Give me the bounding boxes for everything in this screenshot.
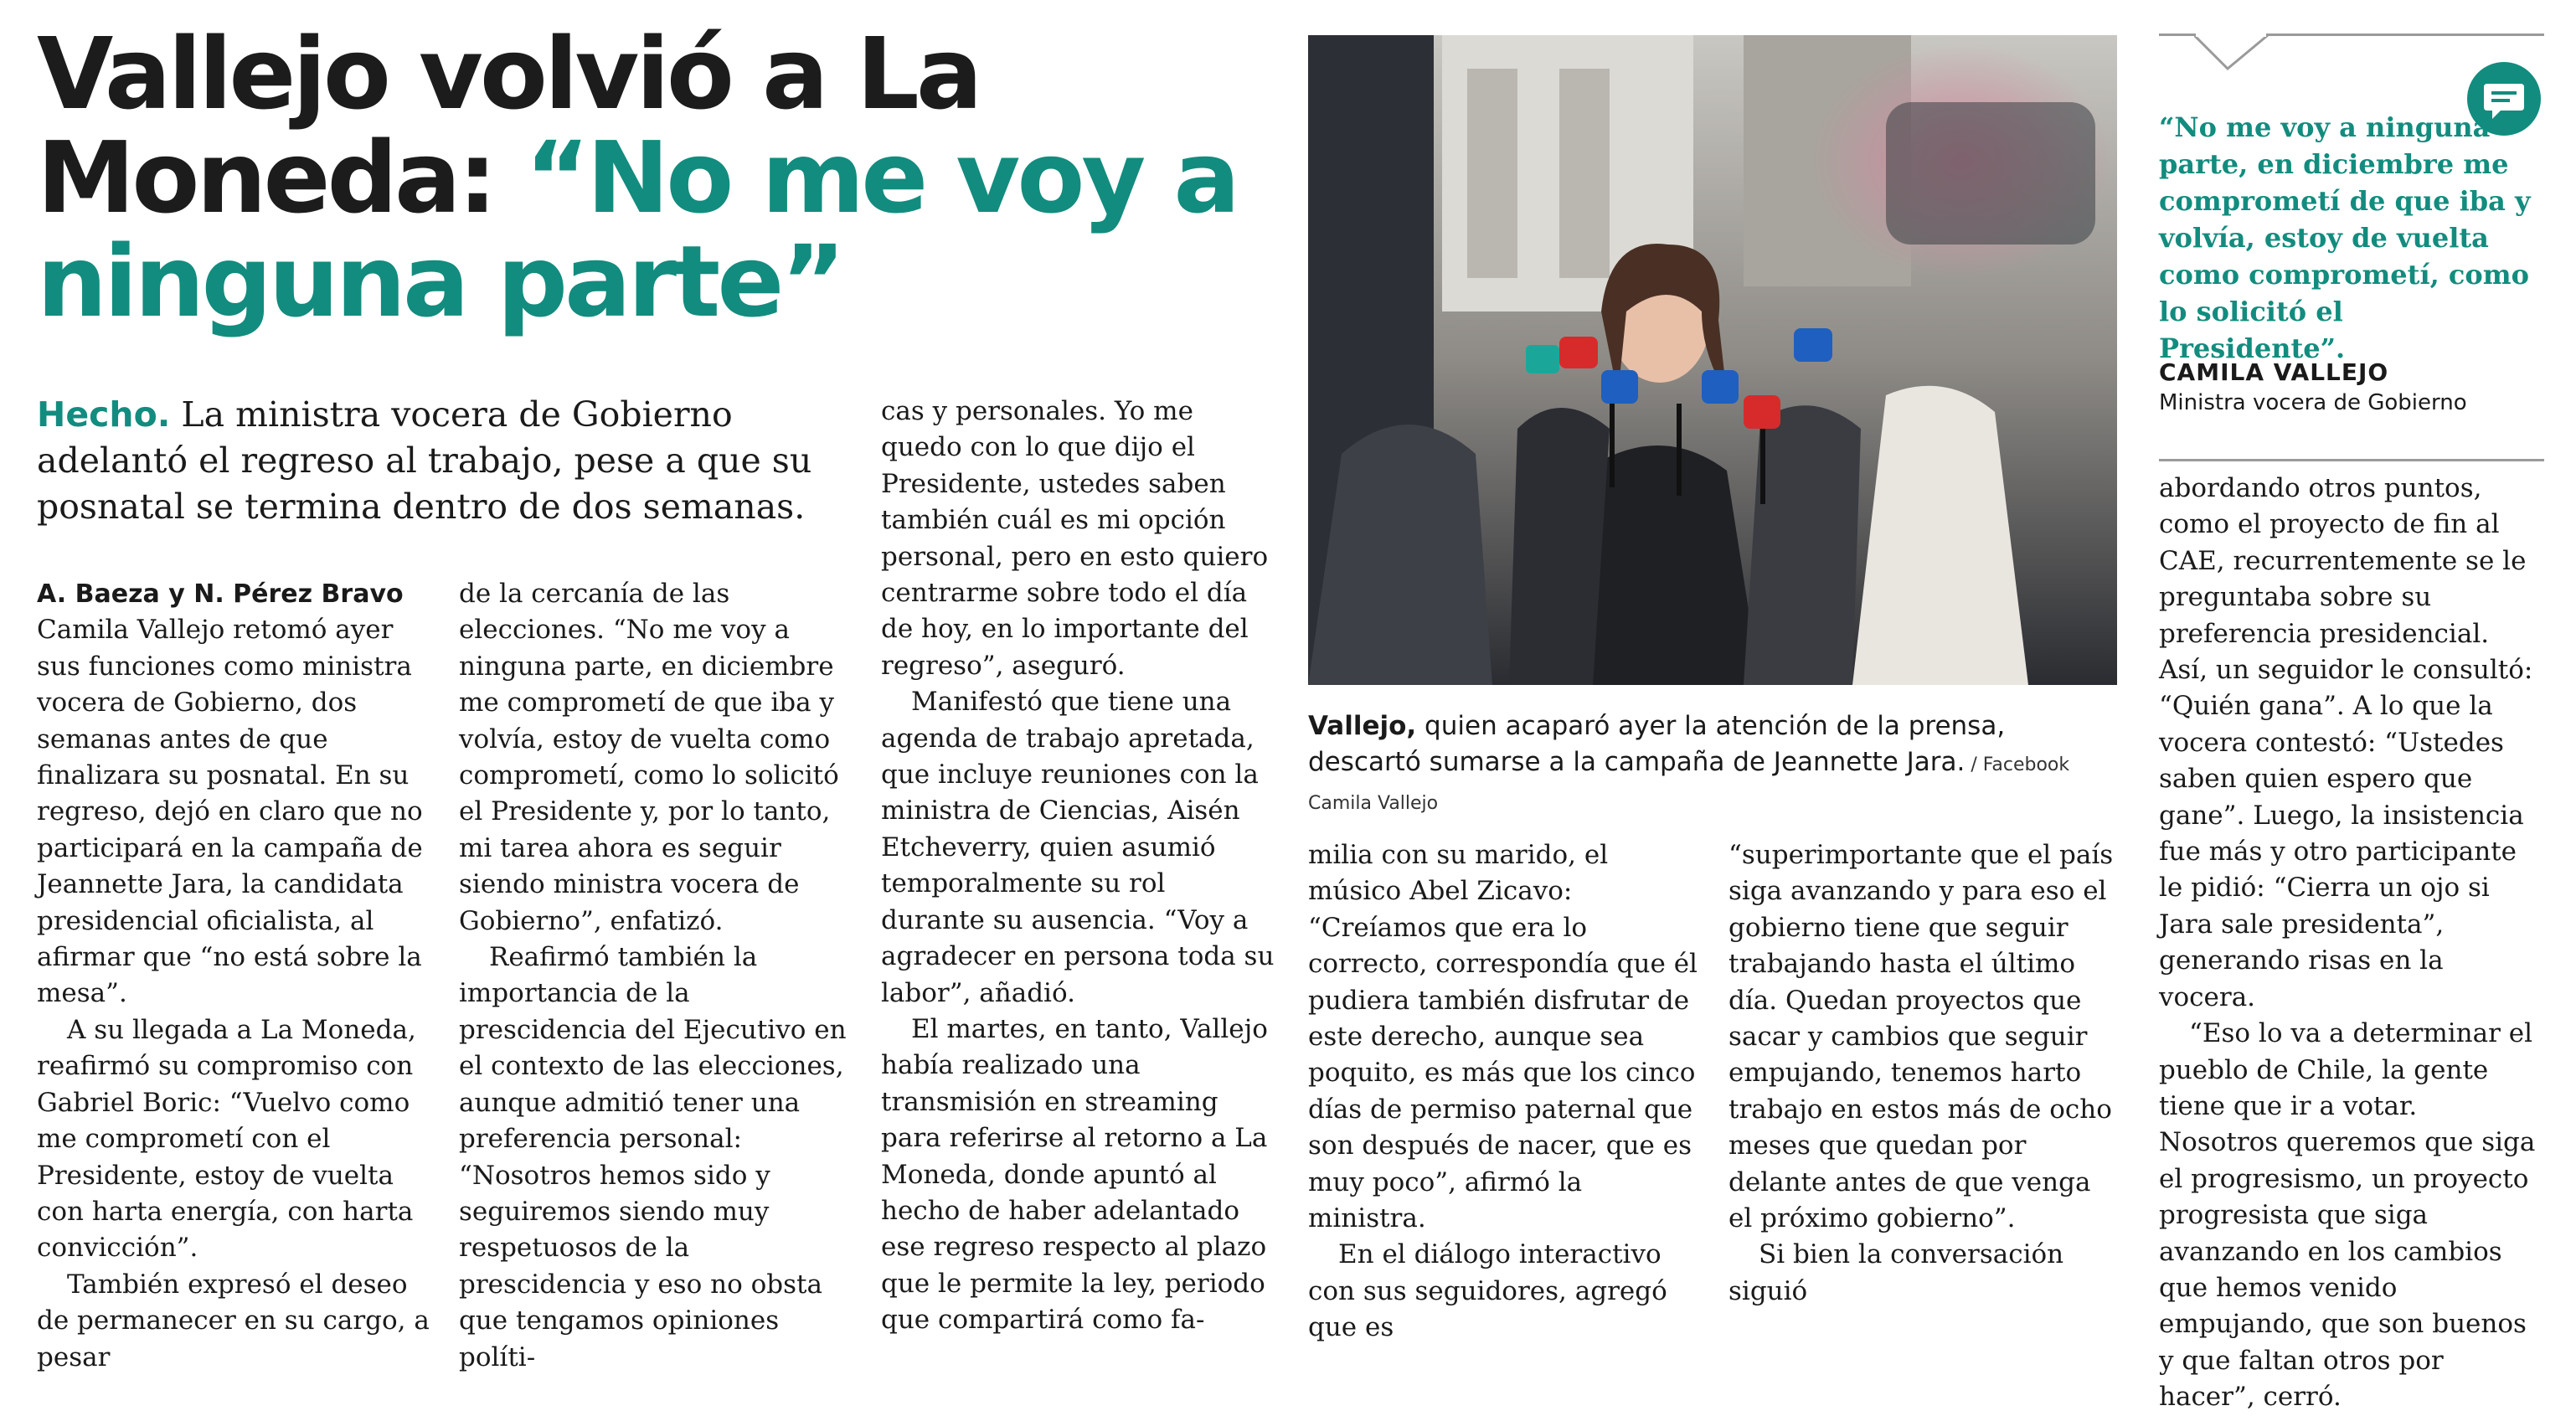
paragraph: En el diálogo interactivo con sus seguidores, agregó que es xyxy=(1308,1239,1667,1343)
article-column-5 xyxy=(1728,837,2122,1310)
paragraph: El martes, en tanto, Vallejo había realizado una transmisión en streaming para referirse al retorno a La Moneda, donde apuntó al hecho de haber adelantado ese regreso respecto al plazo que le permite la ley, periodo que compartirá como fa- xyxy=(881,1013,1268,1336)
paragraph: “Eso lo va a determinar el pueblo de Chile, la gente tiene que ir a votar. Nosotros queremos que siga el progresismo, un proyecto progresista que siga avanzando en los cambios que hemos venido empujando, que son buenos y que faltan otros por hacer”, cerró. xyxy=(2159,1018,2536,1413)
pull-quote-role: Ministra vocera de Gobierno xyxy=(2159,390,2467,415)
paragraph: También expresó el deseo de permanecer en su cargo, a pesar xyxy=(37,1269,430,1372)
paragraph: A su llegada a La Moneda, reafirmó su compromiso con Gabriel Boric: “Vuelvo como me comprometí con el Presidente, estoy de vuelta con harta energía, con harta convicción”. xyxy=(37,1014,416,1264)
lead-tag: Hecho. xyxy=(37,394,171,435)
photo-caption xyxy=(1308,708,2117,821)
photo-credit: / Facebook Camila Vallejo xyxy=(1308,754,2070,814)
article-column-3 xyxy=(881,394,1275,1339)
lead-paragraph xyxy=(37,392,874,530)
headline-text: Vallejo volvió a La Moneda: xyxy=(37,16,980,235)
paragraph: Manifestó que tiene una agenda de trabajo apretada, que incluye reuniones con la ministra de Ciencias, Aisén Etcheverry, quien asumió temporalmente su rol durante su ausencia. “Voy a agradecer en persona toda su labor”, añadió. xyxy=(881,687,1275,1008)
paragraph: cas y personales. Yo me quedo con lo que dijo el Presidente, ustedes saben también cuál es mi opción personal, pero en esto quiero centrarme sobre todo el día de hoy, en lo importante del regreso”, aseguró. xyxy=(881,396,1269,681)
pull-quote: “No me voy a ninguna parte, en diciembre me comprometí de que iba y volvía, estoy de vuelta como comprometí, como lo solicitó el Presidente”. xyxy=(2159,111,2531,364)
article-column-6 xyxy=(2159,471,2544,1416)
paragraph: Reafirmó también la importancia de la prescidencia del Ejecutivo en el contexto de las elecciones, aunque admitió tener una preferencia personal: “Nosotros hemos sido y seguiremos siendo muy respetuosos de la prescidencia y eso no obsta que tengamos opiniones políti- xyxy=(459,942,847,1372)
caption-text: quien acaparó ayer la atención de la prensa, descartó sumarse a la campaña de Jeannette Jara. xyxy=(1308,711,2006,777)
paragraph: abordando otros puntos, como el proyecto de fin al CAE, recurrentemente se le preguntaba sobre su preferencia presidencial. Así, un seguidor le consultó: “Quién gana”. A lo que la vocera contestó: “Ustedes saben quien espero que gane”. Luego, la insistencia fue más y otro participante le pidió: “Cierra un ojo si Jara sale presidenta”, generando risas en la vocera. xyxy=(2159,473,2533,1012)
sidebar-bottom-rule xyxy=(2159,459,2544,461)
pull-quote-name: CAMILA VALLEJO xyxy=(2159,358,2389,386)
news-photo xyxy=(1308,35,2117,685)
paragraph: “superimportante que el país siga avanzando y para eso el gobierno tiene que seguir trabajando hasta el último día. Quedan proyectos que sacar y cambios que seguir empujando, tenemos harto trabajo en estos más de ocho meses que quedan por delante antes de que venga el próximo gobierno”. xyxy=(1728,840,2114,1234)
byline: A. Baeza y N. Pérez Bravo xyxy=(37,579,404,609)
headline xyxy=(37,16,1276,339)
caption-lead: Vallejo, xyxy=(1308,711,1417,741)
press-scrum-illustration xyxy=(1308,35,2117,685)
paragraph: de la cercanía de las elecciones. “No me voy a ninguna parte, en diciembre me comprometí de que iba y volvía, estoy de vuelta como comprometí, como lo solicitó el Presidente y, por lo tanto, mi tarea ahora es seguir siendo ministra vocera de Gobierno”, enfatizó. xyxy=(459,579,839,936)
paragraph: milia con su marido, el músico Abel Zicavo: “Creíamos que era lo correcto, correspondía que él pudiera también disfrutar de este derecho, aunque sea poquito, es más que los cinco días de permiso paternal que son después de nacer, que es muy poco”, afirmó la ministra. xyxy=(1308,840,1698,1234)
headline-quote: “No me voy a ninguna parte” xyxy=(37,120,1238,339)
rule-notch xyxy=(2194,33,2269,72)
paragraph: Camila Vallejo retomó ayer sus funciones como ministra vocera de Gobierno, dos semanas antes de que finalizara su posnatal. En su regreso, dejó en claro que no participará en la campaña de Jeannette Jara, la candidata presidencial oficialista, al afirmar que “no está sobre la mesa”. xyxy=(37,615,423,1009)
article-column-4 xyxy=(1308,837,1702,1346)
lead-text: La ministra vocera de Gobierno adelantó el regreso al trabajo, pese a que su posnatal se termina dentro de dos semanas. xyxy=(37,394,812,527)
paragraph: Si bien la conversación siguió xyxy=(1728,1239,2064,1306)
